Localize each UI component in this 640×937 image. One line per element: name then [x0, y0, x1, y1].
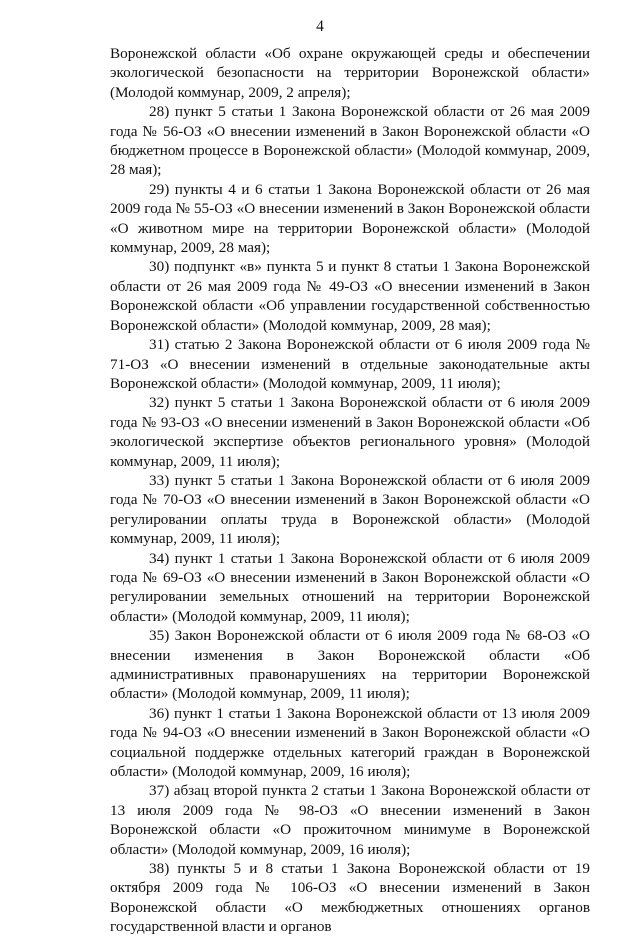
list-item-30: 30) подпункт «в» пункта 5 и пункт 8 статьи 1 Закона Воронежской области от 26 мая 2009 года № 49-ОЗ «О внесении изменений в Закон Воронежской области «Об управлении государственной собственностью Воронежской области» (Молодой коммунар, 2009, 28 мая);	[110, 258, 590, 334]
list-item-34: 34) пункт 1 статьи 1 Закона Воронежской области от 6 июля 2009 года № 69-ОЗ «О внесении изменений в Закон Воронежской области «О регулировании земельных отношений на территории Воронежской области» (Молодой коммунар, 2009, 11 июля);	[110, 549, 590, 625]
list-item-35: 35) Закон Воронежской области от 6 июля 2009 года № 68-ОЗ «О внесении изменения в Закон Воронежской области «Об административных правонарушениях на территории Воронежской области» (Молодой коммунар, 2009, 11 июля);	[110, 627, 590, 703]
list-item-33: 33) пункт 5 статьи 1 Закона Воронежской области от 6 июля 2009 года № 70-ОЗ «О внесении изменений в Закон Воронежской области «О регулировании оплаты труда в Воронежской области» (Молодой коммунар, 2009, 11 июля);	[110, 471, 590, 548]
list-item-36: 36) пункт 1 статьи 1 Закона Воронежской области от 13 июля 2009 года № 94-ОЗ «О внесении изменений в Закон Воронежской области «О социальной поддержке отдельных категорий граждан в Воронежской области» (Молодой коммунар, 2009, 16 июля);	[110, 704, 590, 781]
list-item-28: 28) пункт 5 статьи 1 Закона Воронежской области от 26 мая 2009 года № 56-ОЗ «О внесении изменений в Закон Воронежской области «О бюджетном процессе в Воронежской области» (Молодой коммунар, 2009, 28 мая);	[110, 103, 590, 179]
list-item-37: 37) абзац второй пункта 2 статьи 1 Закона Воронежской области от 13 июля 2009 года № 98-ОЗ «О внесении изменений в Закон Воронежской области «О прожиточном минимуме в Воронежской области» (Молодой коммунар, 2009, 16 июля);	[110, 782, 590, 858]
page-number: 4	[316, 18, 324, 35]
list-item-38: 38) пункты 5 и 8 статьи 1 Закона Воронежской области от 19 октября 2009 года № 106-ОЗ «О внесении изменений в Закон Воронежской области «О межбюджетных отношениях органов государственной власти и органов	[110, 860, 590, 936]
list-item-32: 32) пункт 5 статьи 1 Закона Воронежской области от 6 июля 2009 года № 93-ОЗ «О внесении изменений в Закон Воронежской области «Об экологической экспертизе объектов регионального уровня» (Молодой коммунар, 2009, 11 июля);	[110, 394, 590, 470]
list-item-29: 29) пункты 4 и 6 статьи 1 Закона Воронежской области от 26 мая 2009 года № 55-ОЗ «О внесении изменений в Закон Воронежской области «О животном мире на территории Воронежской области» (Молодой коммунар, 2009, 28 мая);	[110, 180, 590, 257]
list-item-31: 31) статью 2 Закона Воронежской области от 6 июля 2009 года № 71-ОЗ «О внесении изменений в отдельные законодательные акты Воронежской области» (Молодой коммунар, 2009, 11 июля);	[110, 336, 590, 392]
paragraph-continuation: Воронежской области «Об охране окружающей среды и обеспечении экологической безопасности на территории Воронежской области» (Молодой коммунар, 2009, 2 апреля);	[110, 45, 590, 101]
document-body	[110, 44, 590, 937]
